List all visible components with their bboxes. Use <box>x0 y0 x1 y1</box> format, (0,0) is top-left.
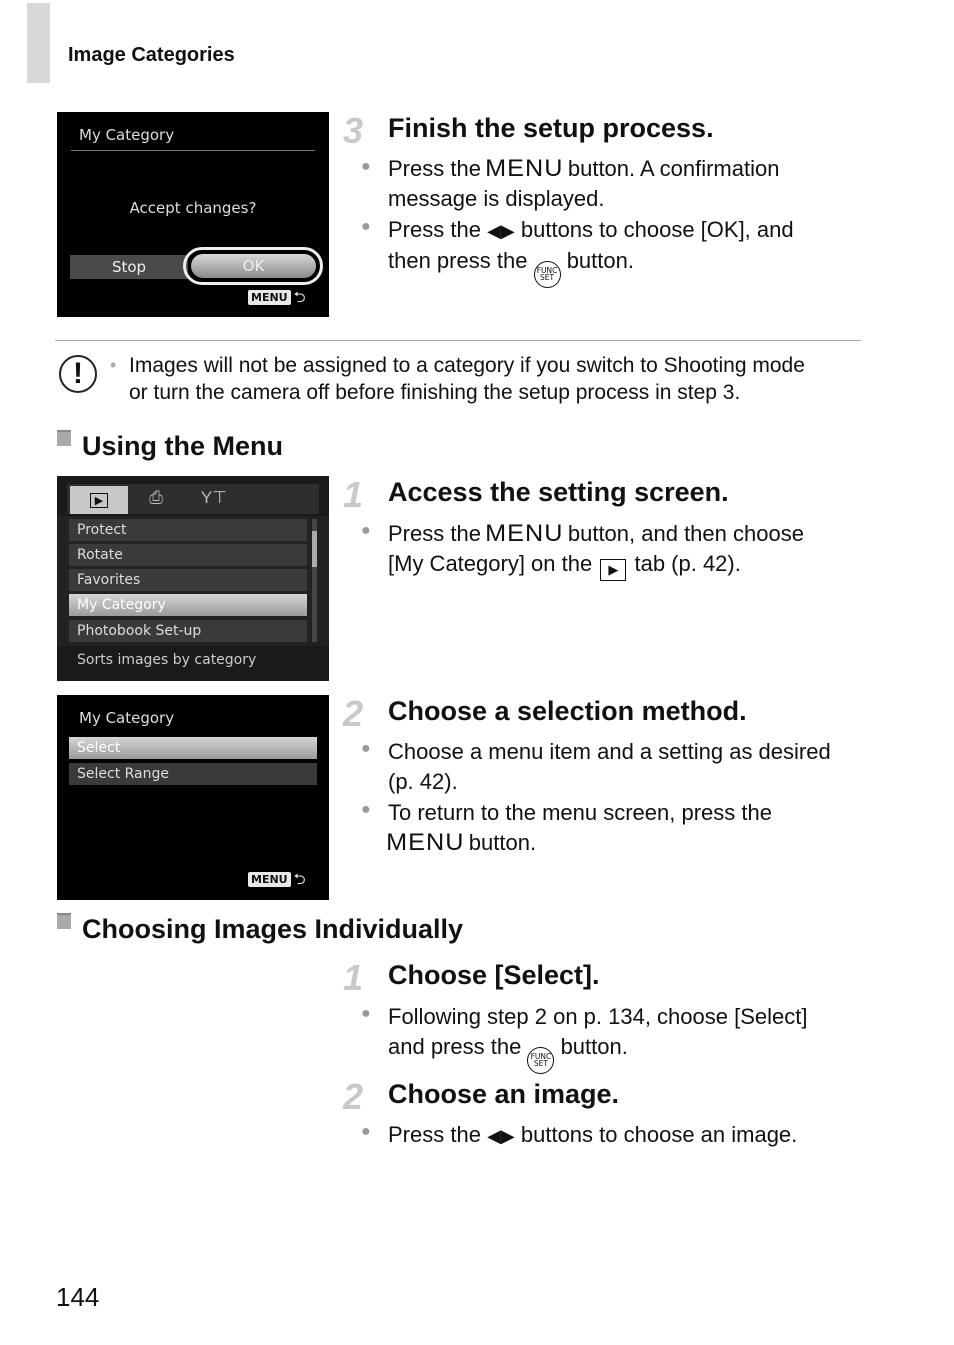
text-fragment: button. <box>566 248 634 273</box>
section-marker-icon <box>57 913 71 929</box>
section-marker-icon <box>57 430 71 446</box>
menu-item-photobook-setup[interactable] <box>69 620 307 642</box>
return-arrow-icon: ⮌ <box>293 870 306 888</box>
bullet-icon: ● <box>361 218 371 235</box>
step-title: Finish the setup process. <box>388 113 714 143</box>
func-set-button-icon <box>527 1047 554 1074</box>
screen-title: My Category <box>79 709 175 727</box>
return-arrow-icon: ⮌ <box>293 288 306 306</box>
text-fragment: button, and then choose <box>567 521 804 546</box>
text-fragment: To return to the menu screen, press the <box>388 800 772 825</box>
scrollbar-thumb[interactable] <box>312 531 317 567</box>
text-fragment: button. <box>560 1034 628 1059</box>
section-divider <box>55 340 861 341</box>
menu-item-label: Favorites <box>77 572 141 588</box>
camera-screen-playback-menu <box>57 476 329 681</box>
step-number-2: 2 <box>342 693 364 734</box>
screen-message: Accept changes? <box>129 199 257 217</box>
menu-item-label: Photobook Set-up <box>77 623 202 639</box>
menu-return-badge <box>248 289 306 305</box>
text-fragment: button. <box>468 830 537 855</box>
text-fragment: message is displayed. <box>388 186 605 211</box>
func-label: FUNC <box>536 266 558 275</box>
menu-item-label: Rotate <box>77 547 123 563</box>
caution-bullet: • <box>110 355 117 375</box>
bullet-icon: ● <box>361 801 371 818</box>
menu-item-label: Select <box>77 740 121 756</box>
menu-item-select[interactable] <box>69 737 317 759</box>
menu-badge-label: MENU <box>248 290 291 305</box>
ok-button[interactable]: OK <box>191 254 316 278</box>
func-label: FUNC <box>530 1052 552 1061</box>
bullet-icon: ● <box>361 1123 371 1140</box>
print-tab-icon: ⎙ <box>149 488 163 507</box>
menu-item-label: Protect <box>77 522 127 538</box>
screen-title: My Category <box>79 126 175 144</box>
text-fragment: [My Category] on the <box>388 551 593 576</box>
text-fragment: buttons to choose [OK], and <box>520 217 794 242</box>
caution-icon: ! <box>59 355 97 393</box>
menu-item-rotate[interactable] <box>69 544 307 566</box>
caution-line: Images will not be assigned to a category if you switch to Shooting mode <box>129 354 805 377</box>
menu-return-badge <box>248 871 306 887</box>
text-fragment: (p. 42). <box>388 769 458 794</box>
playback-tab-icon: ▶ <box>90 493 108 508</box>
text-fragment: Press the <box>388 217 481 242</box>
menu-button-icon: MENU <box>386 829 465 856</box>
set-label: SET <box>540 273 555 282</box>
text-fragment: buttons to choose an image. <box>520 1122 798 1147</box>
tab-tools[interactable] <box>197 488 231 512</box>
page-number: 144 <box>56 1282 100 1312</box>
text-fragment: Following step 2 on p. 134, choose [Select] <box>388 1004 808 1029</box>
text-fragment: and press the <box>388 1034 522 1059</box>
menu-item-my-category[interactable] <box>69 594 307 616</box>
step-title: Choose [Select]. <box>388 960 600 990</box>
menu-scrollbar[interactable] <box>312 519 317 642</box>
func-set-button-icon <box>534 261 561 288</box>
step-text <box>388 1120 797 1151</box>
step-title: Choose an image. <box>388 1079 620 1109</box>
camera-screen-accept-changes <box>57 112 329 317</box>
text-fragment: tab (p. 42). <box>634 551 741 576</box>
tab-print[interactable] <box>139 488 173 512</box>
screen-rule <box>71 150 315 151</box>
caution-text <box>129 352 805 406</box>
stop-button[interactable]: Stop <box>70 255 188 279</box>
bullet-icon: ● <box>361 522 371 539</box>
menu-badge-label: MENU <box>248 872 291 887</box>
step-number-2: 2 <box>342 1076 364 1117</box>
menu-button-icon: MENU <box>485 520 564 547</box>
menu-button-icon: MENU <box>485 155 564 182</box>
text-fragment: then press the <box>388 248 528 273</box>
step-text <box>388 737 831 797</box>
text-fragment: button. A confirmation <box>567 156 780 181</box>
step-number-3: 3 <box>342 110 364 151</box>
text-fragment: Choose a menu item and a setting as desired <box>388 739 831 764</box>
step-text <box>388 1002 807 1074</box>
text-fragment: Press the <box>388 156 481 181</box>
playback-tab-icon: ▶ <box>600 559 626 581</box>
section-heading: Using the Menu <box>82 431 283 461</box>
menu-item-protect[interactable] <box>69 519 307 541</box>
bullet-icon: ● <box>361 740 371 757</box>
bullet-icon: ● <box>361 158 371 175</box>
text-fragment: Press the <box>388 1122 481 1147</box>
step-number-1: 1 <box>342 474 364 515</box>
left-right-arrows-icon: ◀▶ <box>487 221 515 241</box>
menu-description: Sorts images by category <box>77 652 257 668</box>
camera-screen-selection-method <box>57 695 329 900</box>
menu-item-select-range[interactable] <box>69 763 317 785</box>
page-header-title: Image Categories <box>68 44 235 66</box>
left-right-arrows-icon: ◀▶ <box>487 1126 515 1146</box>
caution-line: or turn the camera off before finishing the setup process in step 3. <box>129 381 741 404</box>
step-text <box>388 154 779 214</box>
step-number-1: 1 <box>342 957 364 998</box>
section-heading: Choosing Images Individually <box>82 914 464 944</box>
bullet-icon: ● <box>361 1005 371 1022</box>
tools-tab-icon: Y⊤ <box>200 488 228 507</box>
step-text <box>388 215 794 288</box>
tab-playback[interactable] <box>70 486 128 514</box>
menu-item-label: Select Range <box>77 766 170 782</box>
step-text <box>388 519 804 581</box>
text-fragment: Press the <box>388 521 481 546</box>
side-tab-marker <box>27 3 50 83</box>
menu-item-label: My Category <box>77 597 166 613</box>
step-text <box>388 798 772 858</box>
step-title: Choose a selection method. <box>388 696 747 726</box>
set-label: SET <box>533 1059 548 1068</box>
step-title: Access the setting screen. <box>388 477 729 507</box>
menu-item-favorites[interactable] <box>69 569 307 591</box>
